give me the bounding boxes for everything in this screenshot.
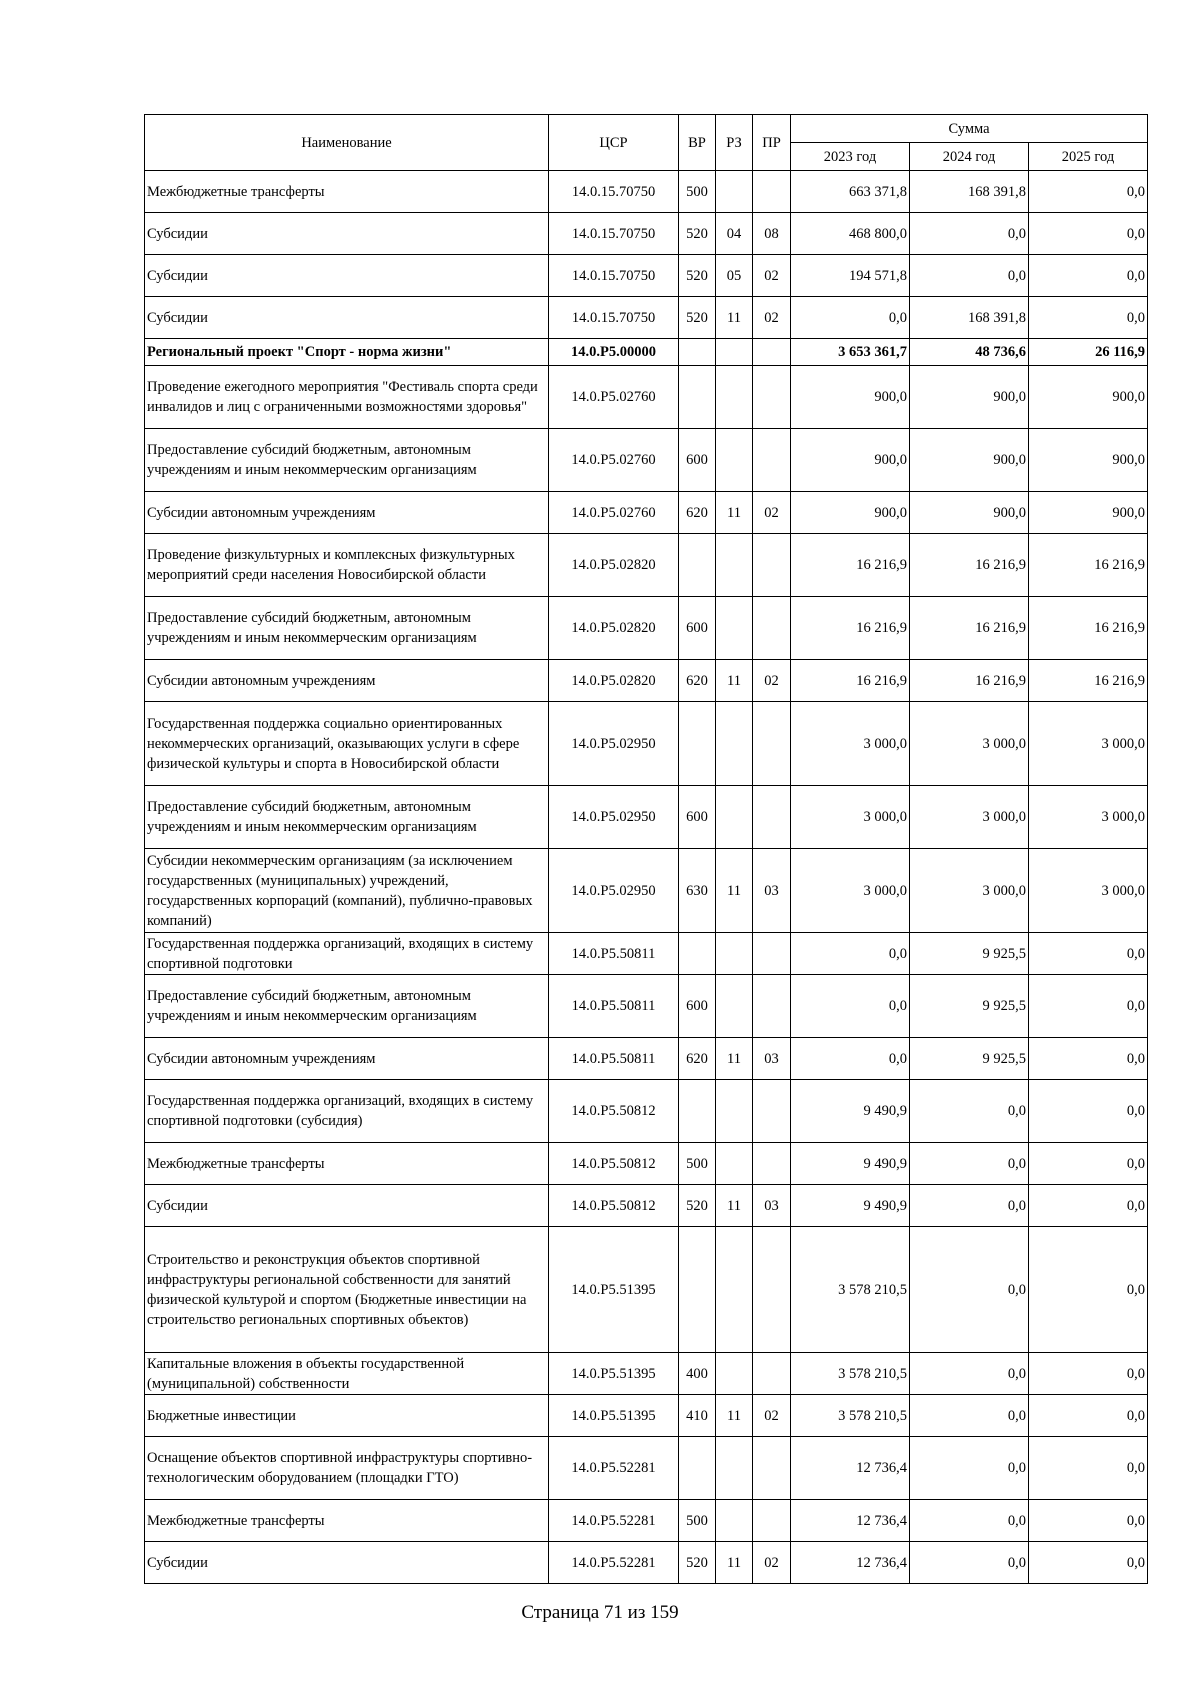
budget-table <box>144 114 1148 1584</box>
row-vr <box>679 534 716 597</box>
header-name: Наименование <box>145 115 549 171</box>
row-name: Строительство и реконструкция объектов спортивной инфраструктуры региональной собственности для занятий физической культурой и спортом (Бюджетные инвестиции на строительство региональных спортивных объектов) <box>145 1227 549 1353</box>
row-rz <box>716 597 753 660</box>
row-amount-2025: 0,0 <box>1029 1080 1148 1143</box>
row-rz <box>716 1500 753 1542</box>
row-name: Межбюджетные трансферты <box>145 171 549 213</box>
row-amount-2023: 12 736,4 <box>791 1500 910 1542</box>
row-name: Государственная поддержка организаций, входящих в систему спортивной подготовки <box>145 933 549 975</box>
row-csr: 14.0.P5.51395 <box>549 1227 679 1353</box>
row-vr: 410 <box>679 1395 716 1437</box>
row-name: Проведение ежегодного мероприятия "Фестиваль спорта среди инвалидов и лиц с ограниченными возможностями здоровья" <box>145 366 549 429</box>
row-name: Межбюджетные трансферты <box>145 1143 549 1185</box>
row-vr: 520 <box>679 297 716 339</box>
row-pr <box>753 933 791 975</box>
row-name: Субсидии автономным учреждениям <box>145 660 549 702</box>
row-csr: 14.0.P5.02950 <box>549 702 679 786</box>
row-amount-2025: 0,0 <box>1029 171 1148 213</box>
row-amount-2025: 900,0 <box>1029 366 1148 429</box>
row-amount-2023: 9 490,9 <box>791 1080 910 1143</box>
row-csr: 14.0.P5.02820 <box>549 597 679 660</box>
table-row <box>145 1038 1148 1080</box>
row-vr: 520 <box>679 1185 716 1227</box>
table-row <box>145 786 1148 849</box>
row-amount-2025: 0,0 <box>1029 255 1148 297</box>
row-rz <box>716 534 753 597</box>
row-amount-2025: 900,0 <box>1029 429 1148 492</box>
row-amount-2025: 0,0 <box>1029 1395 1148 1437</box>
row-csr: 14.0.P5.02760 <box>549 492 679 534</box>
row-pr <box>753 171 791 213</box>
row-amount-2024: 0,0 <box>910 213 1029 255</box>
row-rz: 11 <box>716 660 753 702</box>
row-amount-2024: 3 000,0 <box>910 702 1029 786</box>
row-amount-2023: 3 578 210,5 <box>791 1353 910 1395</box>
row-amount-2023: 12 736,4 <box>791 1437 910 1500</box>
row-rz <box>716 1143 753 1185</box>
row-vr: 620 <box>679 492 716 534</box>
row-vr <box>679 933 716 975</box>
row-name: Субсидии <box>145 297 549 339</box>
row-pr: 02 <box>753 1395 791 1437</box>
row-amount-2024: 9 925,5 <box>910 975 1029 1038</box>
row-rz: 11 <box>716 492 753 534</box>
row-amount-2024: 0,0 <box>910 1143 1029 1185</box>
row-amount-2023: 0,0 <box>791 297 910 339</box>
page-number: Страница 71 из 159 <box>521 1602 679 1623</box>
row-amount-2025: 3 000,0 <box>1029 786 1148 849</box>
row-csr: 14.0.P5.50811 <box>549 933 679 975</box>
row-amount-2023: 9 490,9 <box>791 1143 910 1185</box>
table-row <box>145 975 1148 1038</box>
row-pr: 02 <box>753 297 791 339</box>
row-csr: 14.0.P5.51395 <box>549 1395 679 1437</box>
row-amount-2024: 0,0 <box>910 1542 1029 1584</box>
row-amount-2024: 0,0 <box>910 255 1029 297</box>
row-name: Субсидии некоммерческим организациям (за исключением государственных (муниципальных) учреждений, государственных корпораций (компаний), публично-правовых компаний) <box>145 849 549 933</box>
row-amount-2025: 16 216,9 <box>1029 534 1148 597</box>
row-name: Субсидии автономным учреждениям <box>145 492 549 534</box>
row-amount-2024: 0,0 <box>910 1395 1029 1437</box>
row-vr <box>679 366 716 429</box>
row-csr: 14.0.P5.52281 <box>549 1542 679 1584</box>
row-amount-2024: 48 736,6 <box>910 339 1029 366</box>
row-amount-2023: 3 000,0 <box>791 786 910 849</box>
row-amount-2023: 900,0 <box>791 429 910 492</box>
header-vr: ВР <box>679 115 716 171</box>
row-vr: 620 <box>679 660 716 702</box>
table-row <box>145 339 1148 366</box>
row-pr: 03 <box>753 1038 791 1080</box>
row-csr: 14.0.P5.02820 <box>549 534 679 597</box>
row-amount-2024: 0,0 <box>910 1500 1029 1542</box>
row-amount-2024: 0,0 <box>910 1353 1029 1395</box>
row-amount-2024: 0,0 <box>910 1227 1029 1353</box>
row-amount-2024: 16 216,9 <box>910 660 1029 702</box>
row-vr: 600 <box>679 975 716 1038</box>
row-amount-2024: 0,0 <box>910 1185 1029 1227</box>
row-amount-2023: 16 216,9 <box>791 534 910 597</box>
row-amount-2025: 0,0 <box>1029 1227 1148 1353</box>
row-pr <box>753 1227 791 1353</box>
row-vr: 600 <box>679 429 716 492</box>
row-csr: 14.0.P5.02950 <box>549 786 679 849</box>
table-row <box>145 1143 1148 1185</box>
row-rz <box>716 366 753 429</box>
row-pr <box>753 1080 791 1143</box>
table-row <box>145 492 1148 534</box>
row-csr: 14.0.P5.02950 <box>549 849 679 933</box>
table-row <box>145 660 1148 702</box>
row-csr: 14.0.P5.51395 <box>549 1353 679 1395</box>
header-sum: Сумма <box>791 115 1148 143</box>
row-vr: 630 <box>679 849 716 933</box>
row-csr: 14.0.P5.52281 <box>549 1500 679 1542</box>
row-csr: 14.0.15.70750 <box>549 213 679 255</box>
row-pr <box>753 1143 791 1185</box>
row-amount-2025: 0,0 <box>1029 213 1148 255</box>
row-amount-2023: 0,0 <box>791 975 910 1038</box>
row-vr: 520 <box>679 255 716 297</box>
row-pr <box>753 339 791 366</box>
row-name: Предоставление субсидий бюджетным, автономным учреждениям и иным некоммерческим организациям <box>145 429 549 492</box>
row-rz <box>716 1353 753 1395</box>
row-name: Бюджетные инвестиции <box>145 1395 549 1437</box>
header-year-2025: 2025 год <box>1029 143 1148 171</box>
table-row <box>145 849 1148 933</box>
row-csr: 14.0.P5.50812 <box>549 1080 679 1143</box>
row-name: Капитальные вложения в объекты государственной (муниципальной) собственности <box>145 1353 549 1395</box>
row-amount-2024: 3 000,0 <box>910 786 1029 849</box>
table-row <box>145 297 1148 339</box>
row-amount-2025: 0,0 <box>1029 1542 1148 1584</box>
row-rz <box>716 1227 753 1353</box>
row-pr <box>753 597 791 660</box>
row-rz: 05 <box>716 255 753 297</box>
row-vr: 520 <box>679 1542 716 1584</box>
row-amount-2025: 3 000,0 <box>1029 702 1148 786</box>
row-amount-2025: 900,0 <box>1029 492 1148 534</box>
row-vr: 620 <box>679 1038 716 1080</box>
table-row <box>145 702 1148 786</box>
row-amount-2025: 0,0 <box>1029 975 1148 1038</box>
row-vr <box>679 1080 716 1143</box>
row-vr <box>679 339 716 366</box>
table-row <box>145 255 1148 297</box>
row-amount-2023: 16 216,9 <box>791 597 910 660</box>
row-amount-2025: 0,0 <box>1029 933 1148 975</box>
row-vr: 400 <box>679 1353 716 1395</box>
row-amount-2025: 0,0 <box>1029 1038 1148 1080</box>
row-amount-2025: 0,0 <box>1029 1437 1148 1500</box>
row-csr: 14.0.P5.02760 <box>549 366 679 429</box>
row-pr: 02 <box>753 660 791 702</box>
table-row <box>145 1395 1148 1437</box>
row-amount-2023: 12 736,4 <box>791 1542 910 1584</box>
row-amount-2024: 900,0 <box>910 429 1029 492</box>
row-name: Проведение физкультурных и комплексных физкультурных мероприятий среди населения Новосибирской области <box>145 534 549 597</box>
row-pr <box>753 1500 791 1542</box>
row-rz <box>716 933 753 975</box>
row-amount-2024: 16 216,9 <box>910 597 1029 660</box>
row-name: Государственная поддержка социально ориентированных некоммерческих организаций, оказывающих услуги в сфере физической культуры и спорта в Новосибирской области <box>145 702 549 786</box>
row-amount-2024: 168 391,8 <box>910 297 1029 339</box>
row-rz: 11 <box>716 1542 753 1584</box>
table-row <box>145 597 1148 660</box>
row-amount-2025: 0,0 <box>1029 1500 1148 1542</box>
row-csr: 14.0.15.70750 <box>549 171 679 213</box>
row-pr: 02 <box>753 492 791 534</box>
row-amount-2025: 16 216,9 <box>1029 597 1148 660</box>
row-name: Субсидии <box>145 1542 549 1584</box>
row-name: Региональный проект "Спорт - норма жизни" <box>145 339 549 366</box>
row-amount-2024: 0,0 <box>910 1080 1029 1143</box>
row-amount-2024: 168 391,8 <box>910 171 1029 213</box>
row-amount-2023: 16 216,9 <box>791 660 910 702</box>
row-pr <box>753 1437 791 1500</box>
row-rz: 11 <box>716 1185 753 1227</box>
header-year-2023: 2023 год <box>791 143 910 171</box>
row-amount-2023: 0,0 <box>791 933 910 975</box>
row-rz <box>716 975 753 1038</box>
row-pr: 02 <box>753 255 791 297</box>
row-amount-2023: 3 578 210,5 <box>791 1227 910 1353</box>
row-name: Оснащение объектов спортивной инфраструктуры спортивно-технологическим оборудованием (площадки ГТО) <box>145 1437 549 1500</box>
row-vr: 600 <box>679 597 716 660</box>
row-name: Субсидии автономным учреждениям <box>145 1038 549 1080</box>
header-year-2024: 2024 год <box>910 143 1029 171</box>
row-pr <box>753 429 791 492</box>
row-rz: 11 <box>716 297 753 339</box>
header-csr: ЦСР <box>549 115 679 171</box>
row-name: Субсидии <box>145 255 549 297</box>
table-row <box>145 1227 1148 1353</box>
row-amount-2023: 3 578 210,5 <box>791 1395 910 1437</box>
row-name: Государственная поддержка организаций, входящих в систему спортивной подготовки (субсидия) <box>145 1080 549 1143</box>
row-amount-2024: 0,0 <box>910 1437 1029 1500</box>
row-csr: 14.0.15.70750 <box>549 297 679 339</box>
row-pr: 08 <box>753 213 791 255</box>
table-row <box>145 1500 1148 1542</box>
row-csr: 14.0.P5.02820 <box>549 660 679 702</box>
row-vr: 500 <box>679 1143 716 1185</box>
row-amount-2025: 16 216,9 <box>1029 660 1148 702</box>
row-csr: 14.0.P5.02760 <box>549 429 679 492</box>
row-csr: 14.0.P5.50812 <box>549 1185 679 1227</box>
row-amount-2024: 16 216,9 <box>910 534 1029 597</box>
row-amount-2023: 3 000,0 <box>791 702 910 786</box>
row-csr: 14.0.P5.50812 <box>549 1143 679 1185</box>
row-csr: 14.0.P5.00000 <box>549 339 679 366</box>
header-rz: РЗ <box>716 115 753 171</box>
table-row <box>145 429 1148 492</box>
table-row <box>145 171 1148 213</box>
row-name: Субсидии <box>145 1185 549 1227</box>
row-rz <box>716 786 753 849</box>
row-amount-2025: 0,0 <box>1029 1143 1148 1185</box>
row-amount-2023: 663 371,8 <box>791 171 910 213</box>
row-amount-2023: 9 490,9 <box>791 1185 910 1227</box>
row-amount-2025: 0,0 <box>1029 297 1148 339</box>
row-amount-2024: 9 925,5 <box>910 933 1029 975</box>
row-rz <box>716 1437 753 1500</box>
row-amount-2025: 26 116,9 <box>1029 339 1148 366</box>
table-row <box>145 534 1148 597</box>
row-vr: 600 <box>679 786 716 849</box>
row-amount-2024: 9 925,5 <box>910 1038 1029 1080</box>
row-csr: 14.0.P5.50811 <box>549 975 679 1038</box>
row-amount-2024: 3 000,0 <box>910 849 1029 933</box>
row-vr <box>679 1227 716 1353</box>
row-amount-2023: 3 000,0 <box>791 849 910 933</box>
row-amount-2023: 900,0 <box>791 366 910 429</box>
row-rz: 11 <box>716 1038 753 1080</box>
table-row <box>145 1542 1148 1584</box>
row-rz <box>716 702 753 786</box>
row-amount-2023: 0,0 <box>791 1038 910 1080</box>
row-name: Предоставление субсидий бюджетным, автономным учреждениям и иным некоммерческим организациям <box>145 786 549 849</box>
row-rz: 11 <box>716 1395 753 1437</box>
row-rz: 04 <box>716 213 753 255</box>
row-pr <box>753 702 791 786</box>
row-pr: 03 <box>753 1185 791 1227</box>
row-name: Субсидии <box>145 213 549 255</box>
row-rz <box>716 1080 753 1143</box>
table-row <box>145 1353 1148 1395</box>
row-vr: 500 <box>679 1500 716 1542</box>
table-row <box>145 1080 1148 1143</box>
row-rz <box>716 339 753 366</box>
row-amount-2024: 900,0 <box>910 366 1029 429</box>
row-amount-2023: 194 571,8 <box>791 255 910 297</box>
row-rz <box>716 171 753 213</box>
row-rz <box>716 429 753 492</box>
row-amount-2025: 0,0 <box>1029 1353 1148 1395</box>
row-pr <box>753 786 791 849</box>
row-csr: 14.0.P5.50811 <box>549 1038 679 1080</box>
table-row <box>145 366 1148 429</box>
table-row <box>145 213 1148 255</box>
table-row <box>145 1437 1148 1500</box>
row-vr: 520 <box>679 213 716 255</box>
row-vr <box>679 1437 716 1500</box>
row-vr: 500 <box>679 171 716 213</box>
row-pr <box>753 366 791 429</box>
row-amount-2023: 900,0 <box>791 492 910 534</box>
table-row <box>145 1185 1148 1227</box>
row-name: Предоставление субсидий бюджетным, автономным учреждениям и иным некоммерческим организациям <box>145 975 549 1038</box>
table-body <box>145 171 1148 1584</box>
row-name: Предоставление субсидий бюджетным, автономным учреждениям и иным некоммерческим организациям <box>145 597 549 660</box>
row-amount-2024: 900,0 <box>910 492 1029 534</box>
table-row <box>145 933 1148 975</box>
row-pr <box>753 975 791 1038</box>
row-amount-2023: 3 653 361,7 <box>791 339 910 366</box>
row-pr <box>753 1353 791 1395</box>
row-name: Межбюджетные трансферты <box>145 1500 549 1542</box>
row-pr: 02 <box>753 1542 791 1584</box>
row-csr: 14.0.P5.52281 <box>549 1437 679 1500</box>
row-amount-2023: 468 800,0 <box>791 213 910 255</box>
row-pr: 03 <box>753 849 791 933</box>
row-amount-2025: 0,0 <box>1029 1185 1148 1227</box>
header-pr: ПР <box>753 115 791 171</box>
row-csr: 14.0.15.70750 <box>549 255 679 297</box>
row-pr <box>753 534 791 597</box>
row-amount-2025: 3 000,0 <box>1029 849 1148 933</box>
row-rz: 11 <box>716 849 753 933</box>
row-vr <box>679 702 716 786</box>
